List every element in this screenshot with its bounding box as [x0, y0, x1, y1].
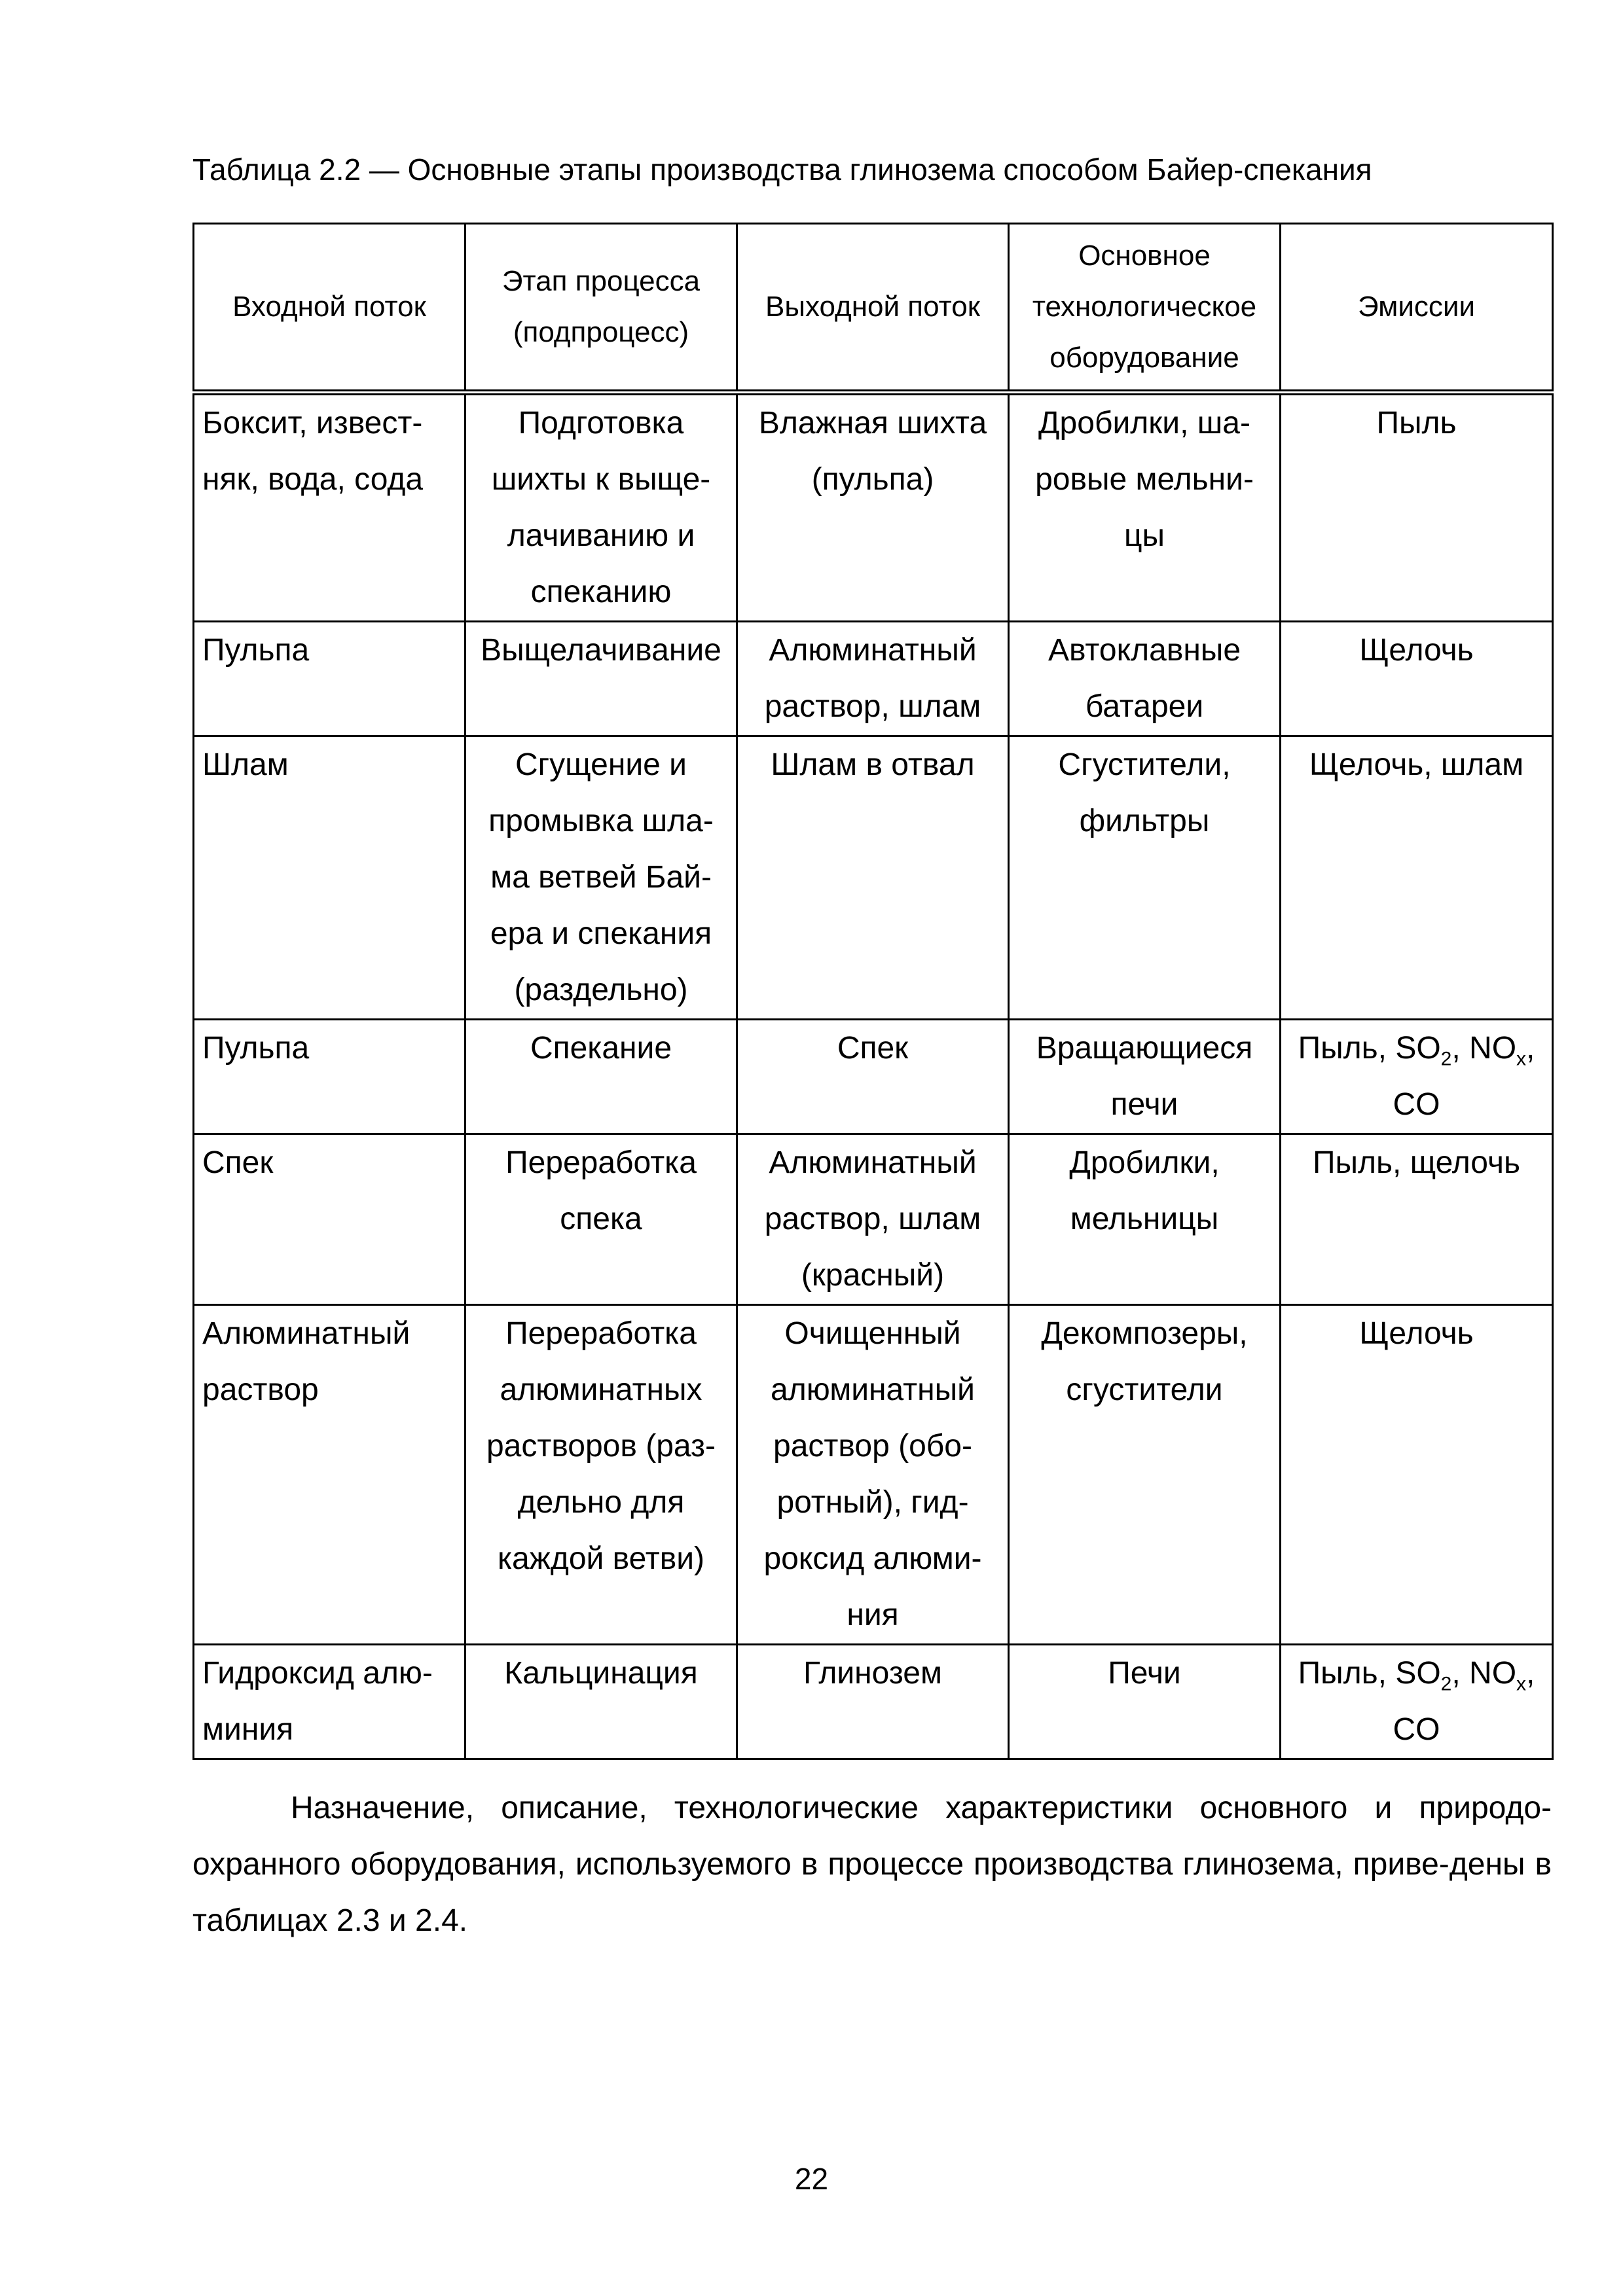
cell-emissions: Щелочь — [1281, 1305, 1553, 1645]
cell-output-flow: Глинозем — [737, 1645, 1009, 1759]
table-caption: Таблица 2.2 — Основные этапы производства глинозема способом Байер-спекания — [192, 152, 1372, 187]
cell-emissions: Щелочь, шлам — [1281, 736, 1553, 1020]
header-input-flow: Входной поток — [194, 224, 465, 393]
cell-equipment: Дробилки, мельницы — [1009, 1134, 1281, 1305]
table-row — [194, 1020, 1553, 1134]
cell-output-flow: Алюминатный раствор, шлам — [737, 622, 1009, 736]
header-process-stage: Этап процесса (подпроцесс) — [465, 224, 737, 393]
table-row — [194, 1305, 1553, 1645]
cell-equipment: Вращающиеся печи — [1009, 1020, 1281, 1134]
cell-process-stage: Спекание — [465, 1020, 737, 1134]
cell-input-flow: Гидроксид алю-миния — [194, 1645, 465, 1759]
cell-output-flow: Очищенный алюминатный раствор (обо-ротный), гид-роксид алюми-ния — [737, 1305, 1009, 1645]
body-paragraph: Назначение, описание, технологические характеристики основного и природо-охранного оборудования, используемого в процессе производства глинозема, приве-дены в таблицах 2.3 и 2.4. — [192, 1791, 1552, 1938]
table-row — [194, 736, 1553, 1020]
cell-input-flow: Боксит, извест-няк, вода, сода — [194, 393, 465, 622]
cell-process-stage: Сгущение и промывка шла-ма ветвей Бай-ера и спекания (раздельно) — [465, 736, 737, 1020]
cell-input-flow: Пульпа — [194, 622, 465, 736]
table-header-row — [194, 224, 1553, 393]
table-row — [194, 1134, 1553, 1305]
table-row — [194, 1645, 1553, 1759]
header-emissions: Эмиссии — [1281, 224, 1553, 393]
cell-emissions: Пыль, щелочь — [1281, 1134, 1553, 1305]
header-output-flow: Выходной поток — [737, 224, 1009, 393]
page-number: 22 — [794, 2162, 829, 2196]
cell-process-stage: Переработка алюминатных растворов (раз-дельно для каждой ветви) — [465, 1305, 737, 1645]
process-stages-table — [192, 223, 1554, 1760]
cell-output-flow: Спек — [737, 1020, 1009, 1134]
cell-emissions: Пыль — [1281, 393, 1553, 622]
cell-process-stage: Кальцинация — [465, 1645, 737, 1759]
cell-process-stage: Выщелачивание — [465, 622, 737, 736]
header-equipment: Основное технологическое оборудование — [1009, 224, 1281, 393]
cell-emissions: Щелочь — [1281, 622, 1553, 736]
cell-equipment: Декомпозеры, сгустители — [1009, 1305, 1281, 1645]
cell-input-flow: Алюминатный раствор — [194, 1305, 465, 1645]
cell-emissions: Пыль, $SO_2$, $NO_x$, CO — [1281, 1645, 1553, 1759]
cell-input-flow: Шлам — [194, 736, 465, 1020]
cell-process-stage: Переработка спека — [465, 1134, 737, 1305]
table-row — [194, 393, 1553, 622]
table-row — [194, 622, 1553, 736]
cell-equipment: Автоклавные батареи — [1009, 622, 1281, 736]
cell-equipment: Дробилки, ша-ровые мельни-цы — [1009, 393, 1281, 622]
cell-equipment: Печи — [1009, 1645, 1281, 1759]
cell-process-stage: Подготовка шихты к выще-лачиванию и спеканию — [465, 393, 737, 622]
cell-output-flow: Шлам в отвал — [737, 736, 1009, 1020]
cell-input-flow: Пульпа — [194, 1020, 465, 1134]
cell-equipment: Сгустители, фильтры — [1009, 736, 1281, 1020]
cell-input-flow: Спек — [194, 1134, 465, 1305]
cell-emissions: Пыль, $SO_2$, $NO_x$, CO — [1281, 1020, 1553, 1134]
cell-output-flow: Алюминатный раствор, шлам (красный) — [737, 1134, 1009, 1305]
cell-output-flow: Влажная шихта (пульпа) — [737, 393, 1009, 622]
